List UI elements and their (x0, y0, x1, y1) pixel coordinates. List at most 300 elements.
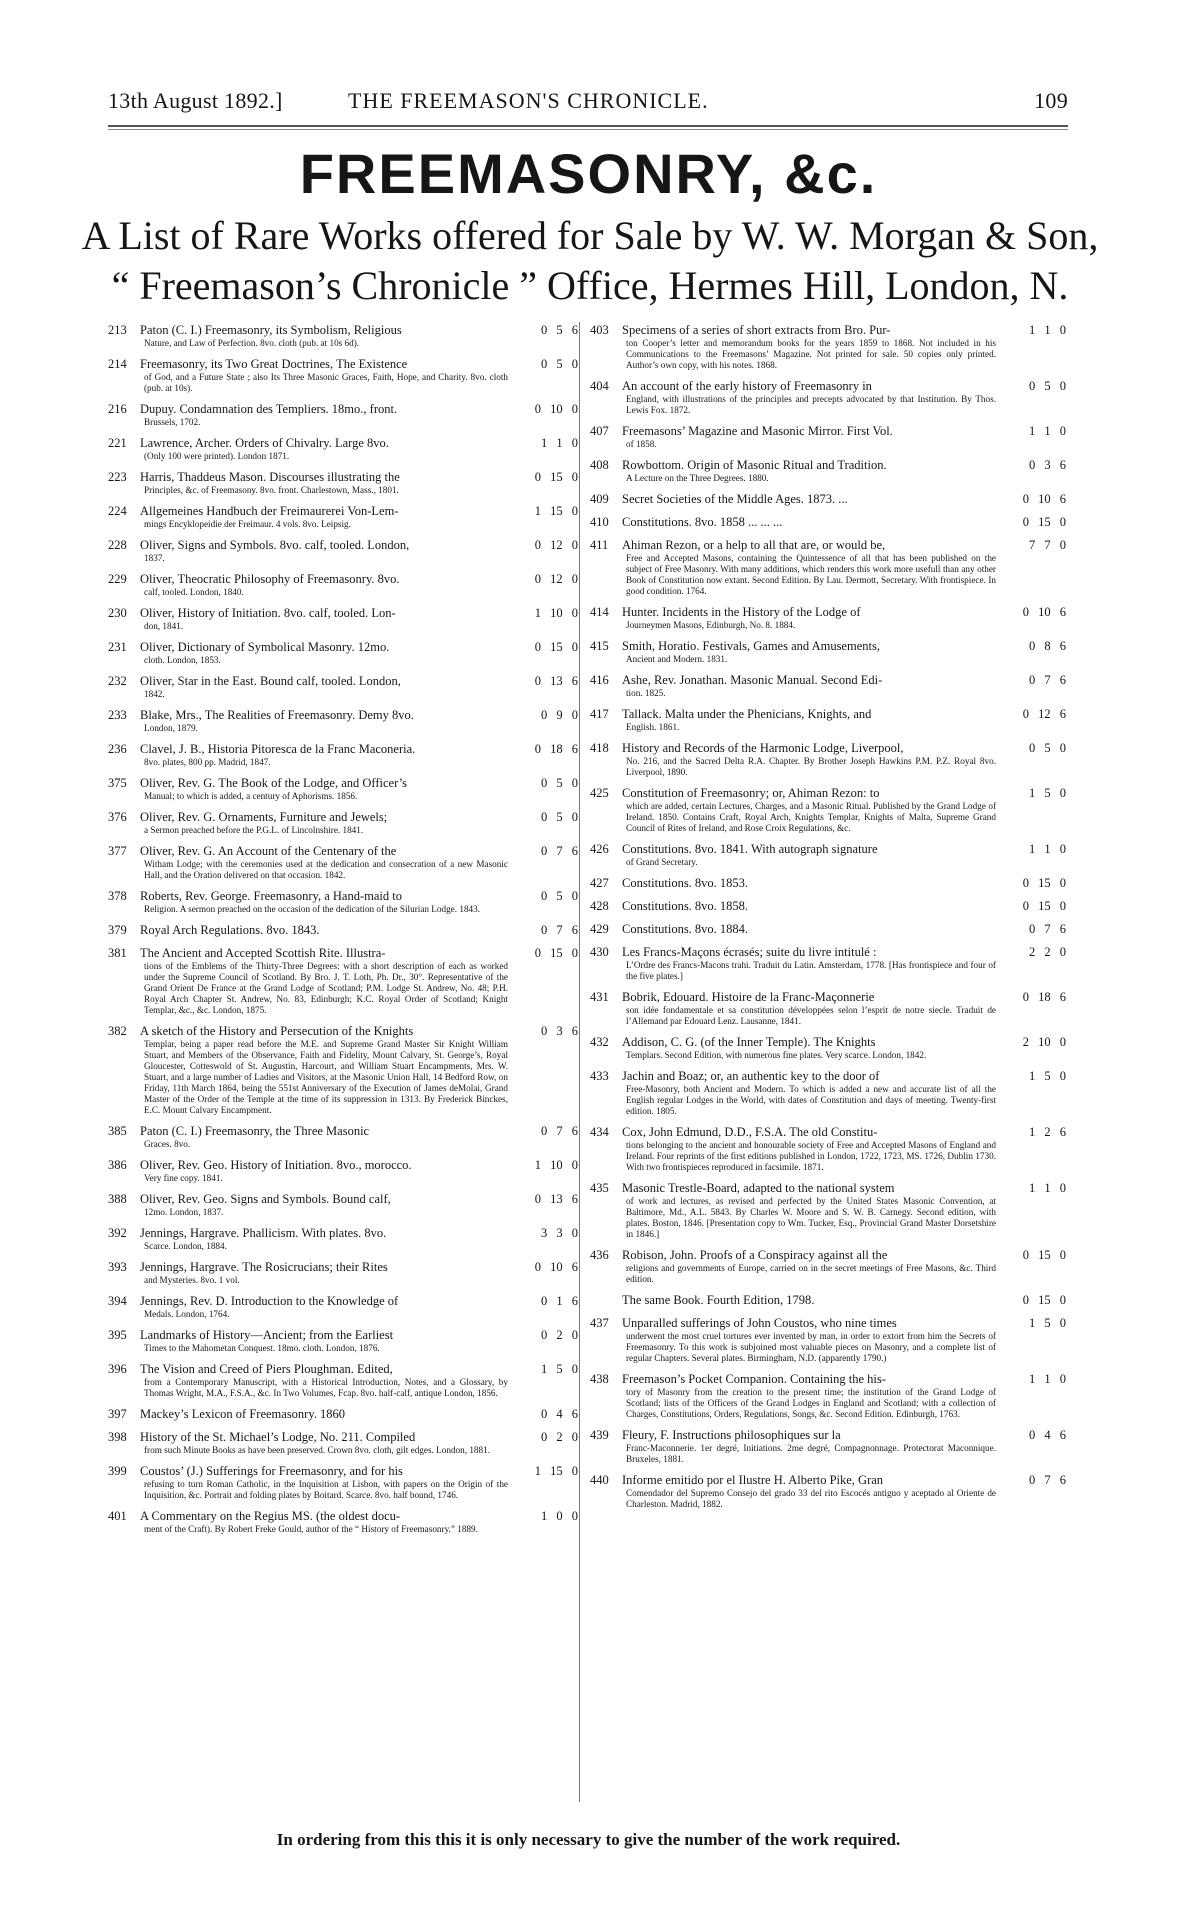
catalogue-entry (590, 1472, 1066, 1510)
entry-title: Ahiman Rezon, or a help to all that are, or would be, (622, 538, 886, 552)
catalogue-entry (108, 639, 578, 666)
entry-number: 229 (108, 572, 127, 586)
entry-detail: Nature, and Law of Perfection. 8vo. cloth (pub. at 10s 6d). (144, 338, 360, 348)
entry-detail: son idée fondamentale et sa constitution développées selon l’esprit de notre siecle. Traduit de l’Allemand par Edouard Lenz. Lausanne, 1841. (626, 1005, 996, 1026)
entry-title: Oliver, Star in the East. Bound calf, tooled. London, (140, 674, 401, 688)
entry-price: 1 1 0 (1029, 1372, 1066, 1386)
entry-title: Jennings, Hargrave. Phallicism. With plates. 8vo. (140, 1226, 387, 1240)
entry-title: Constitutions. 8vo. 1841. With autograph signature (622, 842, 878, 856)
catalogue-entry (590, 378, 1066, 416)
entry-detail: Medals. London, 1764. (144, 1309, 230, 1319)
header-rule-thin (108, 129, 1068, 130)
entry-title: History of the St. Michael’s Lodge, No. 211. Compiled (140, 1430, 416, 1444)
entry-title: Oliver, Theocratic Philosophy of Freemasonry. 8vo. (140, 572, 400, 586)
entry-number: 397 (108, 1407, 127, 1421)
catalogue-entry (108, 1327, 578, 1354)
entry-detail: England, with illustrations of the principles and precepts advocated by that Institution. By Thos. Lewis Fox. 1872. (626, 394, 996, 415)
entry-title: Freemasons’ Magazine and Masonic Mirror. First Vol. (622, 424, 893, 438)
entry-number: 407 (590, 424, 609, 438)
catalogue-entry (590, 1124, 1066, 1173)
entry-number: 411 (590, 538, 609, 552)
entry-price: 1 5 0 (1029, 1316, 1066, 1330)
entry-detail: 1837. (144, 553, 165, 563)
entry-title: Cox, John Edmund, D.D., F.S.A. The old Constitu- (622, 1125, 878, 1139)
catalogue-entry (590, 604, 1066, 631)
entry-title: Addison, C. G. (of the Inner Temple). The Knights (622, 1035, 876, 1049)
entry-price: 0 15 0 (534, 640, 578, 654)
entry-number: 427 (590, 876, 609, 890)
catalogue-entry (590, 1180, 1066, 1240)
entry-number: 375 (108, 776, 127, 790)
entry-number: 376 (108, 810, 127, 824)
entry-price: 0 7 6 (1029, 673, 1066, 687)
entry-title: Jennings, Hargrave. The Rosicrucians; their Rites (140, 1260, 388, 1274)
entry-number: 434 (590, 1125, 609, 1139)
running-header (108, 88, 1068, 118)
entry-price: 0 13 6 (534, 674, 578, 688)
entry-price: 0 4 6 (541, 1407, 578, 1421)
entry-title: Oliver, History of Initiation. 8vo. calf, tooled. Lon- (140, 606, 396, 620)
header-date: 13th August 1892.] (108, 88, 283, 113)
catalogue-entry (590, 1427, 1066, 1465)
entry-title: Royal Arch Regulations. 8vo. 1843. (140, 923, 320, 937)
entry-price: 1 10 0 (534, 606, 578, 620)
entry-title: Mackey’s Lexicon of Freemasonry. 1860 (140, 1407, 346, 1421)
entry-detail: Very fine copy. 1841. (144, 1173, 223, 1183)
catalogue-entry (590, 322, 1066, 371)
entry-price: 0 1 6 (541, 1294, 578, 1308)
entry-title: Jachin and Boaz; or, an authentic key to the door of (622, 1069, 880, 1083)
entry-number: 430 (590, 945, 609, 959)
catalogue-entry (108, 1429, 578, 1456)
entry-detail: calf, tooled. London, 1840. (144, 587, 244, 597)
entry-detail: Templar, being a paper read before the M.E. and Supreme Grand Master Sir Knight William Stuart, and Members of the Observance, Faith and Fidelity, Mount Calvary, St. George’s, Royal Gloucester, Cotteswold of St. Augustin, Harcourt, and William Stuart Encampments, Mrs. W. Stuart, and a large number of Ladies and Visitors, at the Masonic Union Hall, 14 Bedford Row, on Friday, 11th March 1864, being the 551st Anniversary of the Execution of James deMolai, Grand Master of the Order of the Temple at the time of its suppression in 1313. By Frederick Binckes, E.C. Mount Calvary Encampment. (144, 1039, 508, 1115)
entry-number: 414 (590, 605, 609, 619)
entry-detail: Principles, &c. of Freemasony. 8vo. front. Charlestown, Mass., 1801. (144, 485, 399, 495)
entry-title: Hunter. Incidents in the History of the Lodge of (622, 605, 861, 619)
entry-number: 394 (108, 1294, 127, 1308)
entry-number: 396 (108, 1362, 127, 1376)
entry-number: 410 (590, 515, 609, 529)
entry-number: 437 (590, 1316, 609, 1330)
entry-detail: of God, and a Future State ; also Its Three Masonic Graces, Faith, Hope, and Charity. 8vo. cloth (pub. at 10s). (144, 372, 508, 393)
entry-detail: Brussels, 1702. (144, 417, 201, 427)
catalogue-entry (108, 809, 578, 836)
catalogue-entry (108, 1023, 578, 1116)
entry-price: 0 12 0 (534, 538, 578, 552)
entry-detail: A Lecture on the Three Degrees. 1880. (626, 473, 769, 483)
entry-number: 408 (590, 458, 609, 472)
entry-title: Masonic Trestle-Board, adapted to the national system (622, 1181, 895, 1195)
entry-detail: English. 1861. (626, 722, 680, 732)
entry-title: Constitutions. 8vo. 1884. (622, 922, 749, 936)
entry-title: Harris, Thaddeus Mason. Discourses illustrating the (140, 470, 400, 484)
entry-detail: 1842. (144, 689, 165, 699)
entry-title: Coustos’ (J.) Sufferings for Freemasonry, and for his (140, 1464, 403, 1478)
catalogue-entry (108, 571, 578, 598)
entry-title: Roberts, Rev. George. Freemasonry, a Hand-maid to (140, 889, 402, 903)
entry-detail: ment of the Craft). By Robert Freke Gould, author of the “ History of Freemasonry.” 1889. (144, 1524, 478, 1534)
catalogue-entry (108, 1463, 578, 1501)
entry-detail: 8vo. plates, 800 pp. Madrid, 1847. (144, 757, 271, 767)
entry-price: 1 1 0 (1029, 1181, 1066, 1195)
entry-detail: Free and Accepted Masons, containing the Quintessence of all that has been published on the subject of Free Masonry. With many additions, which renders this work more usefull than any other Book of Constitution now extant. Second Edition. By Lau. Dermott, Secretary. With frontispiece. In good condition. 1764. (626, 553, 996, 596)
entry-number: 433 (590, 1069, 609, 1083)
catalogue-entry (590, 1247, 1066, 1285)
entry-detail: don, 1841. (144, 621, 184, 631)
entry-price: 0 5 0 (1029, 741, 1066, 755)
entry-detail: underwent the most cruel tortures ever invented by man, in order to extort from him the Secrets of Freemasonry. To this work is subjoined most valuable pieces on Masonry, and a complete list of regular Chapters. Several plates. Birmingham, N.D. (apparently 1790.) (626, 1331, 996, 1363)
entry-price: 0 10 6 (534, 1260, 578, 1274)
entry-number: 429 (590, 922, 609, 936)
entry-number: 221 (108, 436, 127, 450)
entry-number: 415 (590, 639, 609, 653)
catalogue-entry (590, 638, 1066, 665)
entry-title: Informe emitido por el Ilustre H. Alberto Pike, Gran (622, 1473, 884, 1487)
entry-number: 224 (108, 504, 127, 518)
entry-detail: Times to the Mahometan Conquest. 18mo. cloth. London, 1876. (144, 1343, 380, 1353)
entry-price: 0 18 6 (534, 742, 578, 756)
entry-title: Tallack. Malta under the Phenicians, Knights, and (622, 707, 872, 721)
entry-number: 233 (108, 708, 127, 722)
catalogue-entry (590, 514, 1066, 530)
entry-price: 1 0 0 (541, 1509, 578, 1523)
entry-title: Fleury, F. Instructions philosophiques sur la (622, 1428, 841, 1442)
entry-number: 393 (108, 1260, 127, 1274)
entry-price: 1 5 0 (1029, 1069, 1066, 1083)
entry-number: 223 (108, 470, 127, 484)
entry-detail: refusing to turn Roman Catholic, in the Inquisition at Lisbon, with papers on the Origin of the Inquisition, &c. Portrait and folding plates by Boitard. Scarce. 8vo. half bound, 1746. (144, 1479, 508, 1500)
entry-number: 385 (108, 1124, 127, 1138)
entry-number: 418 (590, 741, 609, 755)
entry-title: Paton (C. I.) Freemasonry, its Symbolism, Religious (140, 323, 402, 337)
entry-number: 409 (590, 492, 609, 506)
entry-title: Blake, Mrs., The Realities of Freemasonry. Demy 8vo. (140, 708, 414, 722)
entry-number: 378 (108, 889, 127, 903)
entry-price: 0 5 0 (1029, 379, 1066, 393)
catalogue-entry (108, 537, 578, 564)
entry-price: 1 15 0 (534, 504, 578, 518)
entry-title: Constitution of Freemasonry; or, Ahiman Rezon: to (622, 786, 880, 800)
entry-detail: cloth. London, 1853. (144, 655, 221, 665)
catalogue-entry (108, 888, 578, 915)
entry-detail: No. 216, and the Sacred Delta R.A. Chapter. By Brother Joseph Hawkins P.M. P.Z. Royal 8vo. Liverpool, 1890. (626, 756, 996, 777)
catalogue-entry (590, 740, 1066, 778)
catalogue-entry (108, 401, 578, 428)
catalogue-entry (108, 673, 578, 700)
entry-number: 216 (108, 402, 127, 416)
entry-detail: Scarce. London, 1884. (144, 1241, 227, 1251)
entry-price: 0 2 0 (541, 1430, 578, 1444)
entry-detail: of work and lectures, as revised and perfected by the United States Masonic Convention, at Baltimore, Md., A.L. 5843. By Charles W. Moore and S. W. B. Carnegy. Second edition, with plates. Boston, 1846. [Presentation copy to Wm. Tucker, Esq., Provincial Grand Master Dorsetshire in 1846.] (626, 1196, 996, 1239)
entry-price: 0 3 6 (541, 1024, 578, 1038)
entry-number: 401 (108, 1509, 127, 1523)
entry-title: Constitutions. 8vo. 1858. (622, 899, 749, 913)
catalogue-entry (108, 1259, 578, 1286)
catalogue-entry (590, 1292, 1066, 1308)
entry-title: Freemason’s Pocket Companion. Containing the his- (622, 1372, 886, 1386)
entry-number: 399 (108, 1464, 127, 1478)
entry-price: 0 7 6 (541, 844, 578, 858)
entry-price: 7 7 0 (1029, 538, 1066, 552)
page-number: 109 (1034, 88, 1068, 113)
entry-title: Oliver, Rev. G. The Book of the Lodge, and Officer’s (140, 776, 408, 790)
entry-price: 0 10 0 (534, 402, 578, 416)
entry-price: 2 2 0 (1029, 945, 1066, 959)
entry-title: History and Records of the Harmonic Lodge, Liverpool, (622, 741, 904, 755)
entry-price: 0 15 0 (1022, 1248, 1066, 1262)
entry-title: Oliver, Rev. Geo. History of Initiation. 8vo., morocco. (140, 1158, 412, 1172)
catalogue-entry (590, 1068, 1066, 1117)
entry-title: Paton (C. I.) Freemasonry, the Three Masonic (140, 1124, 370, 1138)
entry-price: 0 15 0 (1022, 899, 1066, 913)
entry-price: 0 15 0 (1022, 515, 1066, 529)
catalogue-entry (108, 843, 578, 881)
entry-number: 231 (108, 640, 127, 654)
entry-number: 386 (108, 1158, 127, 1172)
catalogue-entry (108, 1508, 578, 1535)
entry-price: 2 10 0 (1022, 1035, 1066, 1049)
catalogue-entry (108, 1123, 578, 1150)
entry-title: Constitutions. 8vo. 1858 ... ... ... (622, 515, 783, 529)
entry-title: Rowbottom. Origin of Masonic Ritual and Tradition. (622, 458, 887, 472)
entry-detail: religions and governments of Europe, carried on in the secret meetings of Free Masons, &c. Third edition. (626, 1263, 996, 1284)
entry-title: Secret Societies of the Middle Ages. 1873. ... (622, 492, 848, 506)
entry-title: The Ancient and Accepted Scottish Rite. Illustra- (140, 946, 386, 960)
entry-title: Specimens of a series of short extracts from Bro. Pur- (622, 323, 891, 337)
catalogue-entry (590, 672, 1066, 699)
catalogue-entry (590, 1371, 1066, 1420)
catalogue-entry (108, 322, 578, 349)
entry-detail: of 1858. (626, 439, 657, 449)
entry-price: 0 5 0 (541, 889, 578, 903)
subtitle-line-2: “ Freemason’s Chronicle ” Office, Hermes Hill, London, N. (111, 263, 1069, 308)
entry-detail: from such Minute Books as have been preserved. Crown 8vo. cloth, gilt edges. London, 1881. (144, 1445, 490, 1455)
entry-number: 232 (108, 674, 127, 688)
catalogue-entry (590, 875, 1066, 891)
left-column (108, 322, 578, 1542)
entry-detail: (Only 100 were printed). London 1871. (144, 451, 290, 461)
entry-title: Oliver, Signs and Symbols. 8vo. calf, tooled. London, (140, 538, 410, 552)
entry-price: 0 8 6 (1029, 639, 1066, 653)
entry-detail: of Grand Secretary. (626, 857, 698, 867)
entry-number: 381 (108, 946, 127, 960)
entry-price: 0 12 6 (1022, 707, 1066, 721)
entry-price: 0 4 6 (1029, 1428, 1066, 1442)
entry-title: Freemasonry, its Two Great Doctrines, The Existence (140, 357, 408, 371)
entry-title: Oliver, Dictionary of Symbolical Masonry. 12mo. (140, 640, 390, 654)
entry-detail: London, 1879. (144, 723, 198, 733)
entry-price: 0 13 6 (534, 1192, 578, 1206)
entry-title: Robison, John. Proofs of a Conspiracy against all the (622, 1248, 888, 1262)
entry-price: 0 2 0 (541, 1328, 578, 1342)
entry-number: 417 (590, 707, 609, 721)
catalogue-entry (590, 989, 1066, 1027)
entry-detail: Graces. 8vo. (144, 1139, 191, 1149)
entry-price: 0 15 0 (534, 470, 578, 484)
entry-title: Les Francs-Maçons écrasés; suite du livre intitulé : (622, 945, 877, 959)
catalogue-entry (108, 1157, 578, 1184)
catalogue-entry (590, 944, 1066, 982)
entry-detail: tions belonging to the ancient and honourable society of Free and Accepted Masons of England and Ireland. Four reprints of the first editions published in London, 1722, 1723, MS. 1726, Dublin 1730. With two frontispieces reproduced in facsimile. 1871. (626, 1140, 996, 1172)
catalogue-entry (590, 423, 1066, 450)
entry-price: 1 1 0 (1029, 842, 1066, 856)
entry-title: Oliver, Rev. Geo. Signs and Symbols. Bound calf, (140, 1192, 391, 1206)
entry-number: 436 (590, 1248, 609, 1262)
catalogue-entry (108, 435, 578, 462)
entry-number: 395 (108, 1328, 127, 1342)
entry-price: 1 15 0 (534, 1464, 578, 1478)
entry-price: 0 5 0 (541, 810, 578, 824)
entry-detail: which are added, certain Lectures, Charges, and a Masonic Ritual. Published by the Grand Lodge of Ireland. 1850. Contains Craft, Royal Arch, Knights Templar, Knights of Malta, Supreme Grand Council of Rites of Ireland, and Rose Croix Regulations, &c. (626, 801, 996, 833)
entry-title: Jennings, Rev. D. Introduction to the Knowledge of (140, 1294, 399, 1308)
entry-price: 0 7 6 (541, 1124, 578, 1138)
entry-price: 1 1 0 (1029, 424, 1066, 438)
entry-price: 1 2 6 (1029, 1125, 1066, 1139)
entry-price: 0 7 6 (541, 923, 578, 937)
catalogue-entry (108, 775, 578, 802)
entry-number: 438 (590, 1372, 609, 1386)
entry-number: 382 (108, 1024, 127, 1038)
catalogue-entry (590, 706, 1066, 733)
entry-detail: 12mo. London, 1837. (144, 1207, 224, 1217)
catalogue-entry (590, 491, 1066, 507)
entry-detail: L’Ordre des Francs-Macons trahi. Traduit du Latin. Amsterdam, 1778. [Has frontispiece and four of the five plates.] (626, 960, 996, 981)
entry-price: 0 10 6 (1022, 492, 1066, 506)
entry-number: 388 (108, 1192, 127, 1206)
catalogue-entry (108, 605, 578, 632)
entry-number: 228 (108, 538, 127, 552)
entry-price: 0 5 0 (541, 776, 578, 790)
entry-detail: Journeymen Masons, Edinburgh, No. 8. 1884. (626, 620, 796, 630)
catalogue-entry (108, 1406, 578, 1422)
entry-title: Landmarks of History—Ancient; from the Earliest (140, 1328, 394, 1342)
entry-price: 0 5 0 (541, 357, 578, 371)
entry-number: 230 (108, 606, 127, 620)
catalogue-entry (590, 537, 1066, 597)
entry-title: An account of the early history of Freemasonry in (622, 379, 872, 393)
entry-price: 3 3 0 (541, 1226, 578, 1240)
entry-detail: mings Encyklopeidie der Freimaur. 4 vols. 8vo. Leipsig. (144, 519, 351, 529)
catalogue-entry (108, 1293, 578, 1320)
catalogue-entry (108, 356, 578, 394)
header-rule (108, 125, 1068, 127)
catalogue-entry (108, 922, 578, 938)
entry-title: The same Book. Fourth Edition, 1798. (622, 1293, 815, 1307)
catalogue-entry (108, 1361, 578, 1399)
entry-price: 0 15 0 (1022, 1293, 1066, 1307)
entry-number: 428 (590, 899, 609, 913)
column-divider (579, 322, 580, 1802)
entry-title: Smith, Horatio. Festivals, Games and Amusements, (622, 639, 880, 653)
entry-title: Oliver, Rev. G. Ornaments, Furniture and Jewels; (140, 810, 388, 824)
catalogue-entry (108, 945, 578, 1016)
catalogue-entry (108, 469, 578, 496)
entry-title: The Vision and Creed of Piers Ploughman. Edited, (140, 1362, 393, 1376)
entry-detail: tion. 1825. (626, 688, 666, 698)
entry-title: Clavel, J. B., Historia Pitoresca de la Franc Maconeria. (140, 742, 416, 756)
entry-detail: and Mysteries. 8vo. 1 vol. (144, 1275, 240, 1285)
entry-price: 1 1 0 (541, 436, 578, 450)
entry-number: 213 (108, 323, 127, 337)
entry-detail: from a Contemporary Manuscript, with a Historical Introduction, Notes, and a Glossary, by Thomas Wright, M.A., F.S.A., &c. In Two Volumes, Fcap. 8vo. half-calf, antique London, 1856. (144, 1377, 508, 1398)
entry-detail: Witham Lodge; with the ceremonies used at the dedication and consecration of a new Masonic Hall, and the Oration delivered on that occasion. 1842. (144, 859, 508, 880)
right-column (590, 322, 1066, 1517)
footer-note: In ordering from this this it is only necessary to give the number of the work required. (276, 1830, 901, 1849)
catalogue-entry (590, 841, 1066, 868)
entry-number: 214 (108, 357, 127, 371)
entry-price: 0 7 6 (1029, 922, 1066, 936)
entry-detail: Ancient and Modern. 1831. (626, 654, 728, 664)
entry-price: 0 9 0 (541, 708, 578, 722)
entry-number: 398 (108, 1430, 127, 1444)
catalogue-entry (108, 741, 578, 768)
entry-title: Lawrence, Archer. Orders of Chivalry. Large 8vo. (140, 436, 389, 450)
entry-number: 392 (108, 1226, 127, 1240)
entry-title: Bobrik, Edouard. Histoire de la Franc-Maçonnerie (622, 990, 875, 1004)
entry-number: 439 (590, 1428, 609, 1442)
header-title: THE FREEMASON'S CHRONICLE. (348, 88, 709, 113)
entry-title: Oliver, Rev. G. An Account of the Centenary of the (140, 844, 397, 858)
entry-title: Dupuy. Condamnation des Templiers. 18mo., front. (140, 402, 398, 416)
entry-detail: Free-Masonry, both Ancient and Modern. To which is added a new and accurate list of all the English regular Lodges in the World, with dates of Constitution and days of meeting. Twenty-first edition. 1805. (626, 1084, 996, 1116)
catalogue-entry (590, 457, 1066, 484)
entry-number: 426 (590, 842, 609, 856)
entry-price: 0 7 6 (1029, 1473, 1066, 1487)
entry-number: 236 (108, 742, 127, 756)
entry-detail: a Sermon preached before the P.G.L. of Lincolnshire. 1841. (144, 825, 364, 835)
page-title: FREEMASONRY, &c. (299, 142, 878, 205)
entry-detail: Templars. Second Edition, with numerous fine plates. Very scarce. London, 1842. (626, 1050, 927, 1060)
catalogue-entry (108, 1191, 578, 1218)
entry-detail: ton Cooper’s letter and memorandum books for the years 1859 to 1868. Not included in his Communications to the Freemasons’ Magazine. Not printed for sale. 50 copies only printed. Author’s own copy, with his notes. 1868. (626, 338, 996, 370)
entry-price: 1 10 0 (534, 1158, 578, 1172)
entry-number: 440 (590, 1473, 609, 1487)
catalogue-entry (590, 921, 1066, 937)
entry-detail: Religion. A sermon preached on the occasion of the dedication of the Silurian Lodge. 1843. (144, 904, 481, 914)
entry-price: 0 12 0 (534, 572, 578, 586)
entry-number: 432 (590, 1035, 609, 1049)
entry-title: A Commentary on the Regius MS. (the oldest docu- (140, 1509, 401, 1523)
catalogue-entry (590, 898, 1066, 914)
entry-number: 377 (108, 844, 127, 858)
entry-title: Allgemeines Handbuch der Freimaurerei Von-Lem- (140, 504, 399, 518)
entry-detail: Franc-Maconnerie. 1er degré, Initiations. 2me degré, Compagnonnage. Protectorat Maconnique. Bruxeles, 1881. (626, 1443, 996, 1464)
subtitle-line-1: A List of Rare Works offered for Sale by W. W. Morgan & Son, (81, 213, 1099, 258)
entry-number: 416 (590, 673, 609, 687)
entry-price: 1 5 0 (541, 1362, 578, 1376)
entry-number: 425 (590, 786, 609, 800)
entry-price: 0 3 6 (1029, 458, 1066, 472)
entry-title: Constitutions. 8vo. 1853. (622, 876, 749, 890)
entry-price: 0 15 0 (534, 946, 578, 960)
catalogue-entry (590, 1034, 1066, 1061)
entry-detail: Manual; to which is added, a century of Aphorisms. 1856. (144, 791, 358, 801)
entry-price: 0 5 6 (541, 323, 578, 337)
entry-number: 431 (590, 990, 609, 1004)
entry-price: 0 18 6 (1022, 990, 1066, 1004)
entry-number: 379 (108, 923, 127, 937)
entry-detail: tory of Masonry from the creation to the present time; the institution of the Grand Lodge of Scotland; lists of the Officers of the Grand Lodges in England and Scotland; with a collection of Charges, Constitutions, Orders, Regulations, Songs, &c. Second Edition. Edinburgh, 1763. (626, 1387, 996, 1419)
catalogue-entry (590, 785, 1066, 834)
entry-price: 1 1 0 (1029, 323, 1066, 337)
entry-title: Ashe, Rev. Jonathan. Masonic Manual. Second Edi- (622, 673, 883, 687)
entry-number: 404 (590, 379, 609, 393)
entry-price: 0 15 0 (1022, 876, 1066, 890)
entry-price: 0 10 6 (1022, 605, 1066, 619)
entry-detail: tions of the Emblems of the Thirty-Three Degrees: with a short description of each as worked under the Supreme Council of Scotland. By Bro. J. T. Loth, Ph. Dr., 30°. Representative of the Grand Orient De France at the Grand Lodge of Scotland; P.M. Lodge St. Andrew, No. 48; P.H. Royal Arch Chapter St. Andrew, No. 83, Edinburgh; K.C. Royal Order of Scotland; Knight Templar, &c., &c. London, 1875. (144, 961, 508, 1015)
catalogue-entry (108, 1225, 578, 1252)
